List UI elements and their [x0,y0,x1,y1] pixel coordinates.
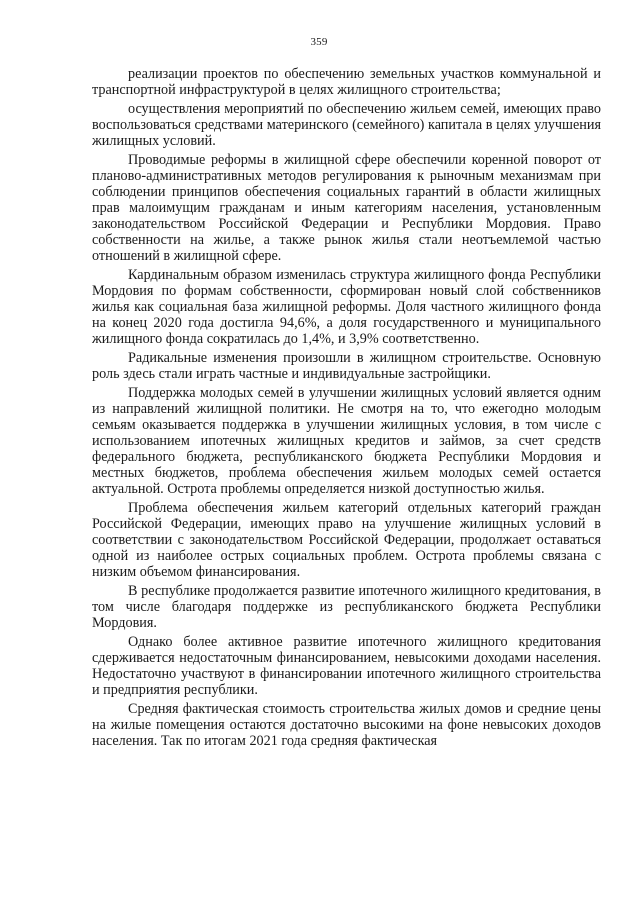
paragraph-mortgage-constraints: Однако более активное развитие ипотечного жилищного кредитования сдерживается недостаточным финансированием, невысокими доходами населения. Недостаточно участвуют в финансировании ипотечного жилищного строительства и предприятия республики. [92,634,601,698]
paragraph-land-plots: реализации проектов по обеспечению земельных участков коммунальной и транспортной инфраструктурой в целях жилищного строительства; [92,66,601,98]
paragraph-housing-reforms: Проводимые реформы в жилищной сфере обеспечили коренной поворот от планово-административных методов регулирования к рыночным механизмам при соблюдении принципов обеспечения социальных гарантий в области жилищных прав малоимущим гражданам и иным категориям населения, установленным законодательством Российской Федерации и Республики Мордовия. Право собственности на жилье, а также рынок жилья стали неотъемлемой частью отношений в жилищной сфере. [92,152,601,264]
paragraph-radical-changes: Радикальные изменения произошли в жилищном строительстве. Основную роль здесь стали играть частные и индивидуальные застройщики. [92,350,601,382]
paragraph-mortgage-development: В республике продолжается развитие ипотечного жилищного кредитования, в том числе благодаря поддержке из республиканского бюджета Республики Мордовия. [92,583,601,631]
paragraph-maternity-capital: осуществления мероприятий по обеспечению жильем семей, имеющих право воспользоваться средствами материнского (семейного) капитала в целях улучшения жилищных условий. [92,101,601,149]
paragraph-construction-cost: Средняя фактическая стоимость строительства жилых домов и средние цены на жилые помещения остаются достаточно высокими на фоне невысоких доходов населения. Так по итогам 2021 года средняя фактическая [92,701,601,749]
paragraph-housing-stock-structure: Кардинальным образом изменилась структура жилищного фонда Республики Мордовия по формам собственности, сформирован новый слой собственников жилья как социальная база жилищной реформы. Доля частного жилищного фонда на конец 2020 года достигла 94,6%, а доля государственного и муниципального жилищного фонда сократилась до 1,4%, и 3,9% соответственно. [92,267,601,347]
page-number: 359 [310,36,328,48]
paragraph-young-families: Поддержка молодых семей в улучшении жилищных условий является одним из направлений жилищной политики. Не смотря на то, что ежегодно молодым семьям оказывается поддержка в улучшении жилищных условия, в том числе с использованием ипотечных жилищных кредитов и займов, за счет средств федерального бюджета, республиканского бюджета Республики Мордовия и местных бюджетов, проблема обеспечения жильем молодых семей остается актуальной. Острота проблемы определяется низкой доступностью жилья. [92,385,601,497]
document-body [92,66,601,749]
paragraph-citizen-categories: Проблема обеспечения жильем категорий отдельных категорий граждан Российской Федерации, имеющих право на улучшение жилищных условий в соответствии с законодательством Российской Федерации, продолжает оставаться одной из наиболее острых социальных проблем. Острота проблемы связана с низким объемом финансирования. [92,500,601,580]
